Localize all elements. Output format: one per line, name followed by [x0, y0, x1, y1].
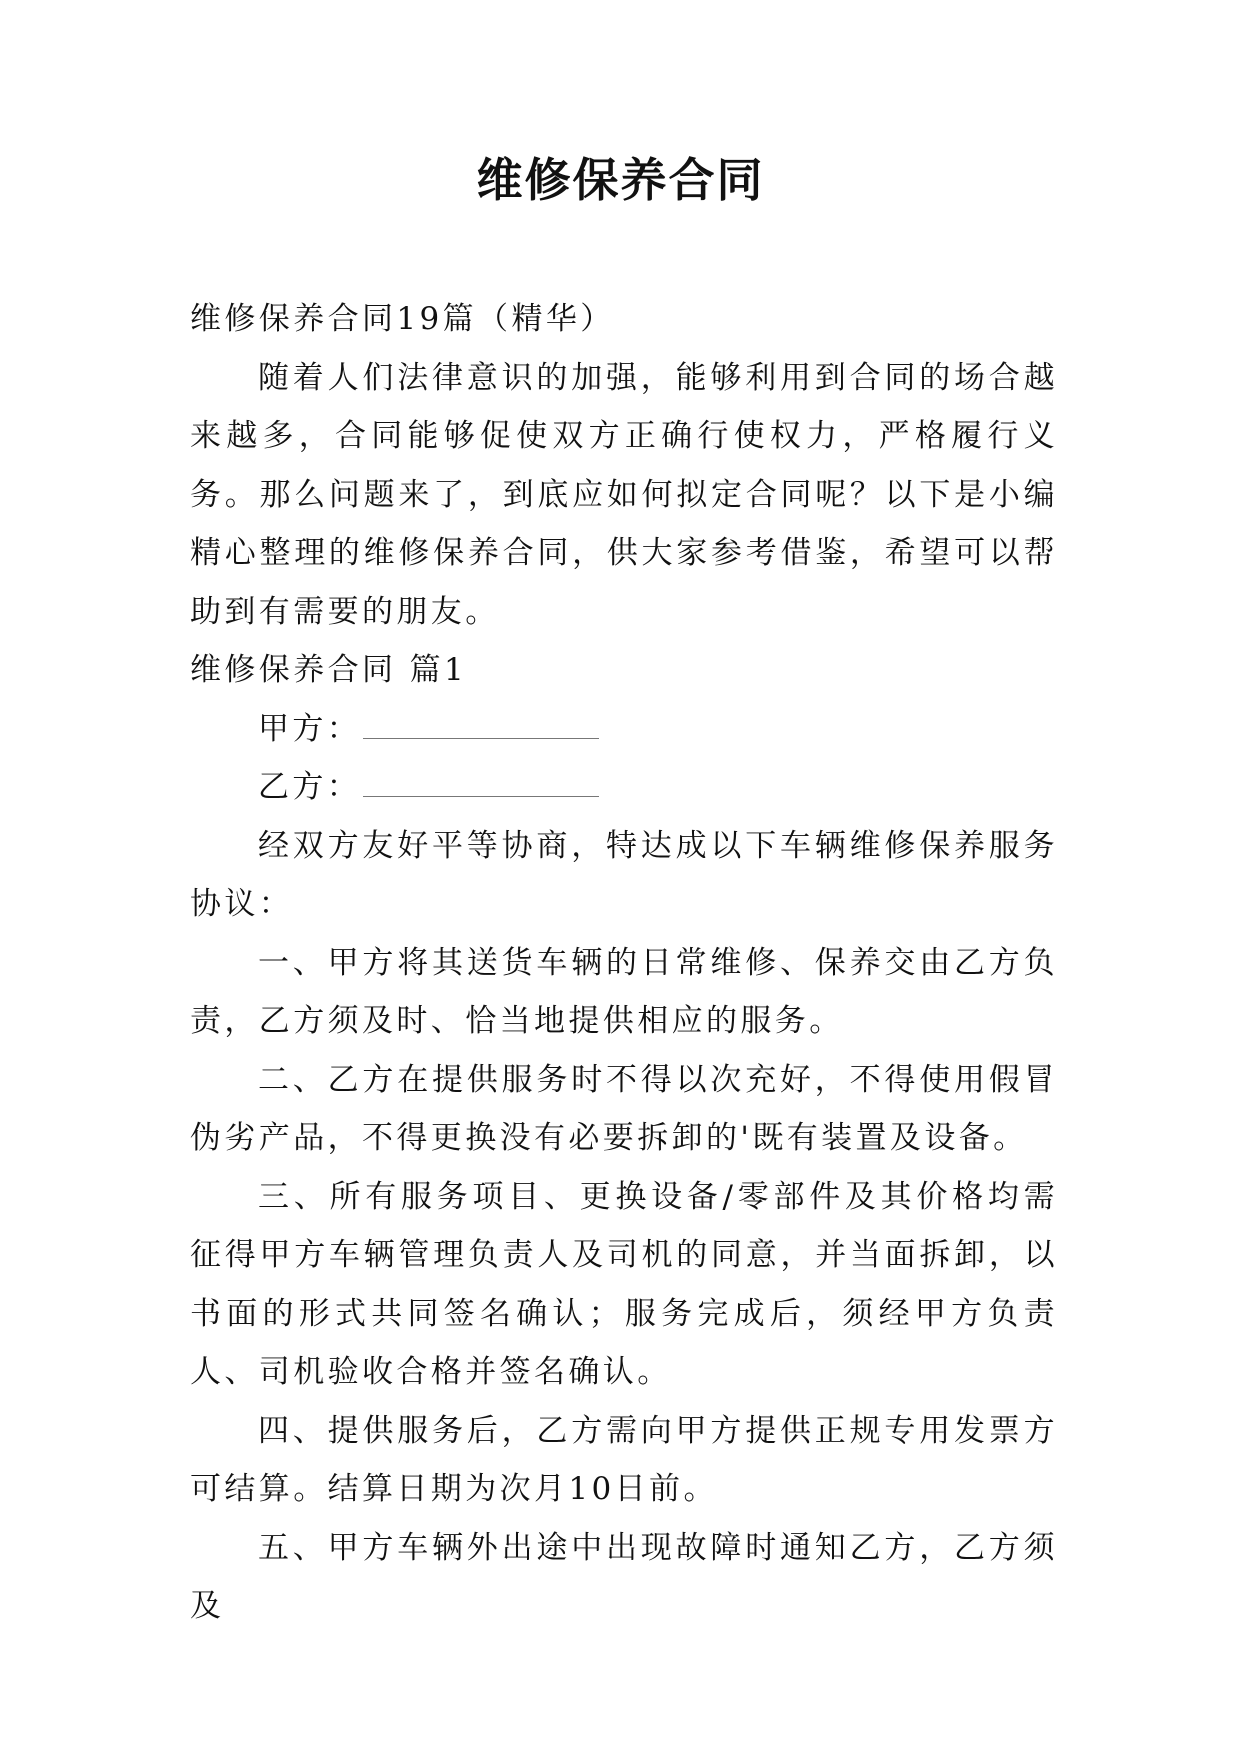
document-body	[190, 290, 1058, 1636]
clause-3: 三、所有服务项目、更换设备/零部件及其价格均需征得甲方车辆管理负责人及司机的同意，并当面拆卸，以书面的形式共同签名确认；服务完成后，须经甲方负责人、司机验收合格并签名确认。	[190, 1178, 1058, 1390]
clause-1: 一、甲方将其送货车辆的日常维修、保养交由乙方负责，乙方须及时、恰当地提供相应的服务。	[190, 944, 1058, 1039]
clause-5: 五、甲方车辆外出途中出现故障时通知乙方，乙方须及	[190, 1529, 1058, 1624]
party-a-line	[190, 700, 1058, 759]
party-b-blank	[363, 774, 599, 797]
preamble-paragraph: 经双方友好平等协商，特达成以下车辆维修保养服务协议：	[190, 827, 1058, 922]
party-a-label: 甲方：	[258, 710, 362, 747]
party-a-blank	[363, 716, 599, 739]
clause-2: 二、乙方在提供服务时不得以次充好，不得使用假冒伪劣产品，不得更换没有必要拆卸的'既有装置及设备。	[190, 1061, 1058, 1156]
document-title: 维修保养合同	[476, 153, 765, 207]
clause-4: 四、提供服务后，乙方需向甲方提供正规专用发票方可结算。结算日期为次月10日前。	[190, 1412, 1058, 1507]
intro-paragraph: 随着人们法律意识的加强，能够利用到合同的场合越来越多，合同能够促使双方正确行使权力，严格履行义务。那么问题来了，到底应如何拟定合同呢？以下是小编精心整理的维修保养合同，供大家参考借鉴，希望可以帮助到有需要的朋友。	[190, 359, 1058, 630]
party-b-label: 乙方：	[258, 769, 362, 805]
document-subtitle: 维修保养合同19篇（精华）	[190, 301, 615, 337]
section-heading: 维修保养合同 篇1	[190, 652, 468, 688]
party-b-line	[190, 758, 1058, 817]
